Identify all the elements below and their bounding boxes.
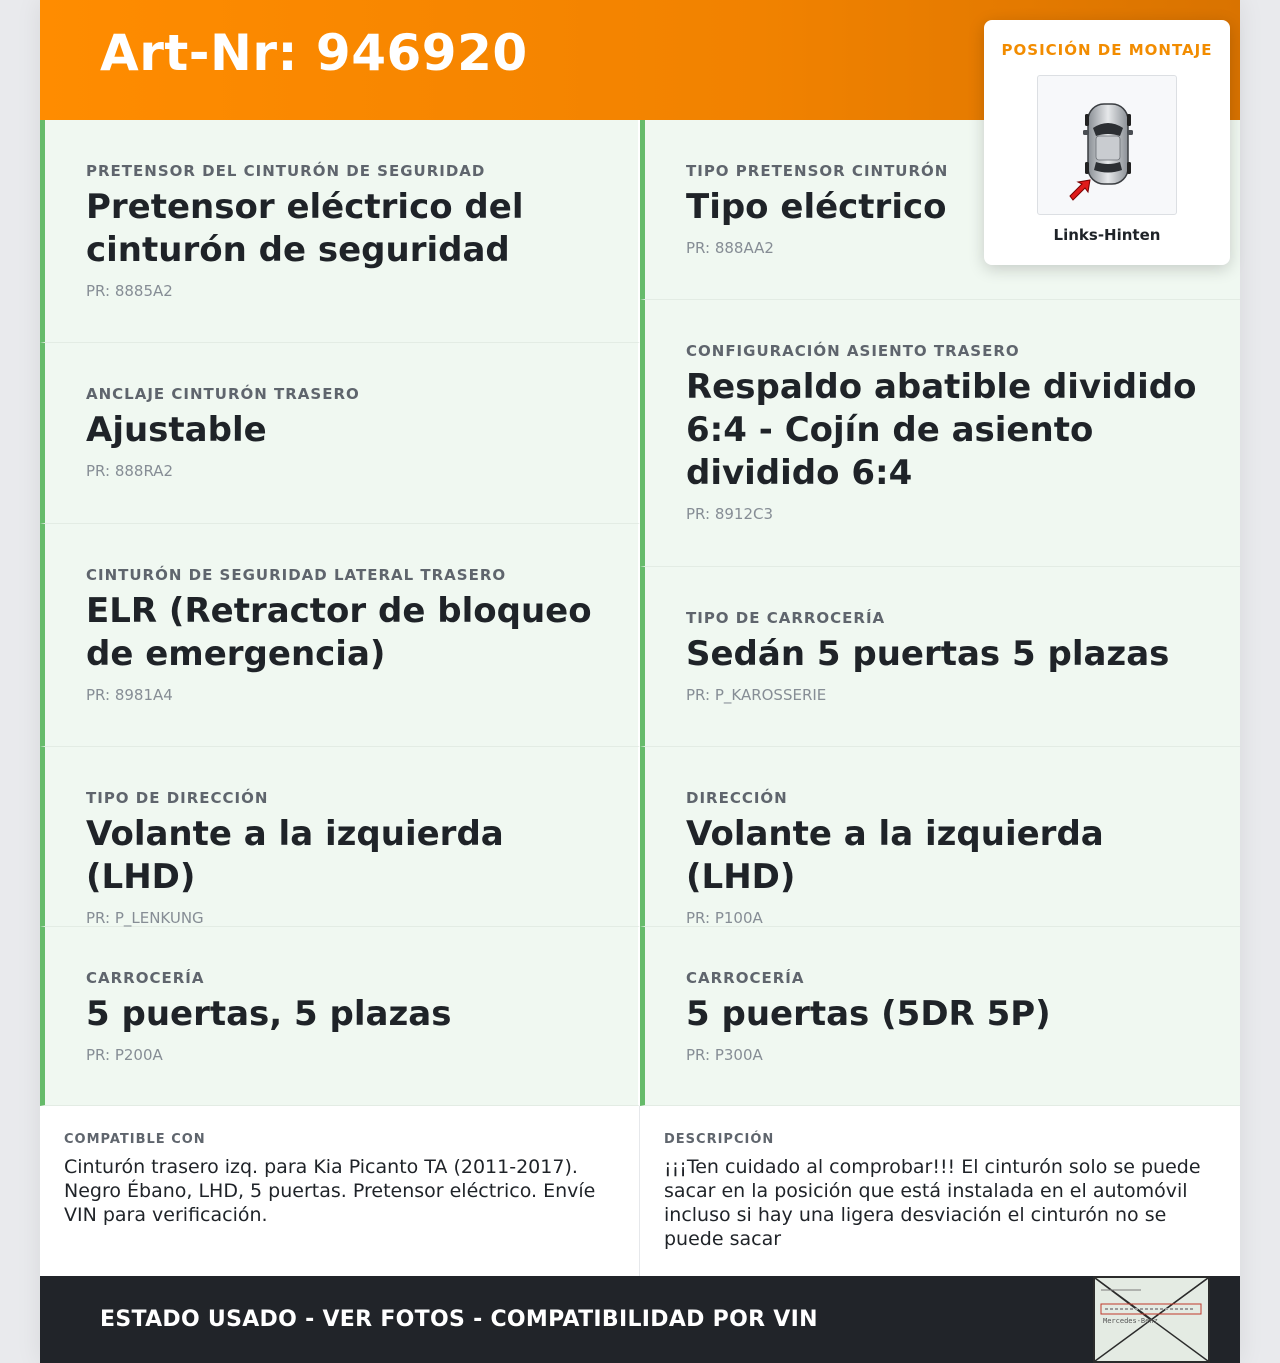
spec-value: 5 puertas, 5 plazas <box>86 994 452 1034</box>
spec-label: CARROCERÍA <box>86 969 205 987</box>
spec-value: Sedán 5 puertas 5 plazas <box>686 634 1170 674</box>
spec-cell <box>40 343 640 524</box>
description-text: ¡¡¡Ten cuidado al comprobar!!! El cinturón solo se puede sacar en la posición que está instalada en el automóvil incluso si hay una ligera desviación el cinturón no se puede sacar <box>664 1156 1201 1250</box>
spec-pr-code: PR: 888RA2 <box>86 462 174 480</box>
spec-cell <box>40 524 640 747</box>
svg-text:Mercedes-Benz: Mercedes-Benz <box>1103 1317 1158 1325</box>
spec-cell <box>40 120 640 343</box>
spec-value: Respaldo abatible dividido 6:4 - Cojín de asiento dividido 6:4 <box>686 367 1197 493</box>
spec-value: Ajustable <box>86 410 267 450</box>
spec-cell <box>40 927 640 1106</box>
spec-cell <box>640 300 1240 567</box>
spec-value: 5 puertas (5DR 5P) <box>686 994 1051 1034</box>
description-label: DESCRIPCIÓN <box>664 1132 775 1147</box>
spec-column-right <box>640 120 1240 1106</box>
spec-cell <box>40 747 640 927</box>
compatible-section <box>40 1106 640 1276</box>
spec-pr-code: PR: P200A <box>86 1046 163 1064</box>
spec-cell <box>640 567 1240 747</box>
spec-value: Volante a la izquierda (LHD) <box>686 814 1104 897</box>
spec-pr-code: PR: P100A <box>686 909 763 927</box>
spec-pr-code: PR: 8885A2 <box>86 282 173 300</box>
spec-label: CONFIGURACIÓN ASIENTO TRASERO <box>686 342 1020 360</box>
spec-cell <box>640 927 1240 1106</box>
spec-value: Pretensor eléctrico del cinturón de seguridad <box>86 187 524 270</box>
spec-value: Volante a la izquierda (LHD) <box>86 814 504 897</box>
article-number: Art-Nr: 946920 <box>100 24 528 82</box>
spec-pr-code: PR: 8981A4 <box>86 686 173 704</box>
spec-label: ANCLAJE CINTURÓN TRASERO <box>86 385 360 403</box>
car-top-view-icon <box>1037 75 1177 215</box>
mount-position-card <box>984 20 1230 265</box>
spec-pr-code: PR: P_LENKUNG <box>86 909 204 927</box>
spec-column-left <box>40 120 640 1106</box>
compatible-text: Cinturón trasero izq. para Kia Picanto TA (2011-2017). Negro Ébano, LHD, 5 puertas. Pretensor eléctrico. Envíe VIN para verificación. <box>64 1156 596 1226</box>
spec-pr-code: PR: 8912C3 <box>686 505 774 523</box>
page <box>40 0 1240 1363</box>
compatible-label: COMPATIBLE CON <box>64 1132 206 1147</box>
footer-bar <box>40 1276 1240 1363</box>
mount-position-title: POSICIÓN DE MONTAJE <box>1001 41 1213 59</box>
spec-value: Tipo eléctrico <box>686 187 947 227</box>
footer-status-text: ESTADO USADO - VER FOTOS - COMPATIBILIDAD POR VIN <box>100 1307 818 1332</box>
spec-value: ELR (Retractor de bloqueo de emergencia) <box>86 591 592 674</box>
spec-label: CINTURÓN DE SEGURIDAD LATERAL TRASERO <box>86 566 507 584</box>
spec-label: TIPO PRETENSOR CINTURÓN <box>686 162 949 180</box>
spec-label: TIPO DE DIRECCIÓN <box>86 789 269 807</box>
spec-pr-code: PR: P_KAROSSERIE <box>686 686 827 704</box>
description-section <box>640 1106 1240 1276</box>
spec-grid <box>40 120 1240 1106</box>
spec-label: PRETENSOR DEL CINTURÓN DE SEGURIDAD <box>86 162 486 180</box>
spec-label: CARROCERÍA <box>686 969 805 987</box>
vin-label-photo <box>1093 1276 1210 1363</box>
spec-cell <box>640 747 1240 927</box>
spec-pr-code: PR: 888AA2 <box>686 239 774 257</box>
spec-pr-code: PR: P300A <box>686 1046 763 1064</box>
spec-label: DIRECCIÓN <box>686 789 788 807</box>
mount-position-value: Links-Hinten <box>1053 226 1161 244</box>
spec-label: TIPO DE CARROCERÍA <box>686 609 886 627</box>
